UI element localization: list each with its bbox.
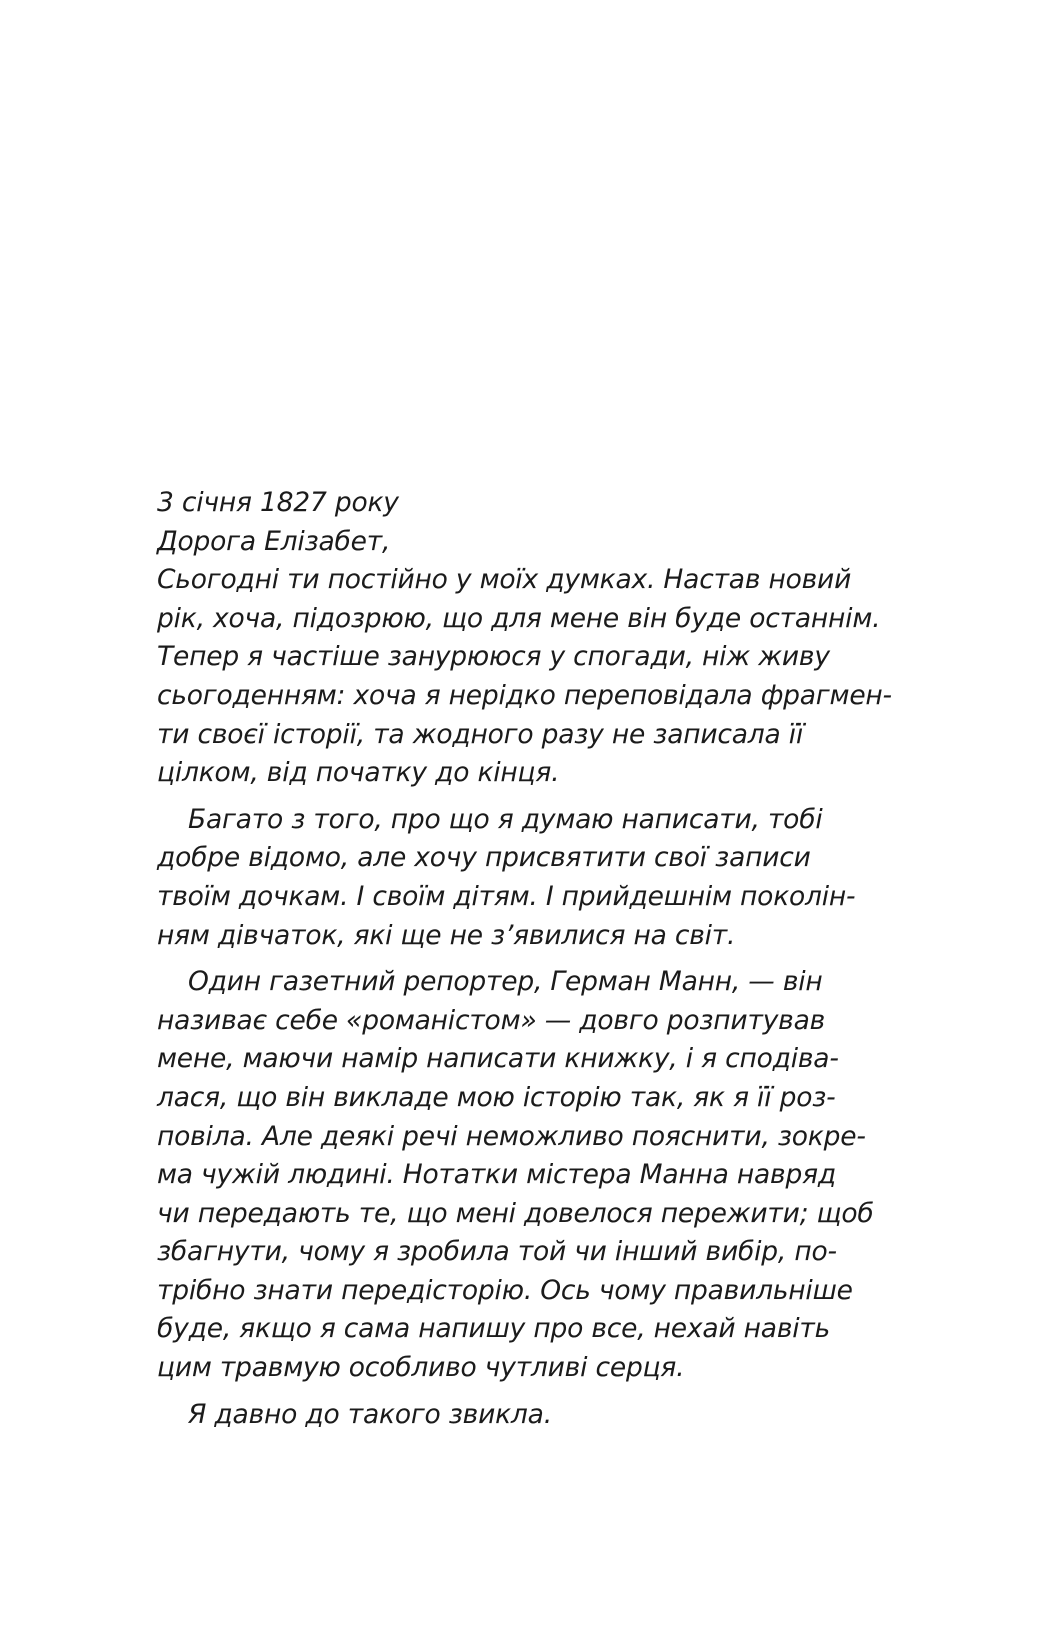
paragraph-line: повіла. Але деякі речі неможливо пояснити, зокре- [157,1120,866,1152]
paragraph-line: Багато з того, про що я думаю написати, тобі [188,803,823,835]
letter-date: 3 січня 1827 року [157,487,399,518]
paragraph-line: твоїм дочкам. І своїм дітям. І прийдешнім поколін- [157,880,856,912]
paragraph-3 [157,963,874,1388]
paragraph-2 [157,801,856,955]
paragraph-line: називає себе «романістом» — довго розпитував [157,1004,826,1036]
paragraph-line: ма чужій людині. Нотатки містера Манна навряд [157,1159,836,1191]
paragraph-line: чи передають те, що мені довелося пережити; щоб [157,1197,874,1229]
paragraph-line: ти своєї історії, та жодного разу не записала її [157,718,804,750]
paragraph-line: буде, якщо я сама напишу про все, нехай навіть [157,1313,831,1345]
paragraph-line: сьогоденням: хоча я нерідко переповідала фрагмен- [157,679,892,711]
paragraph-line: Один газетний репортер, Герман Манн, — він [188,966,823,998]
paragraph-line: рік, хоча, підозрюю, що для мене він буде останнім. [157,602,881,634]
paragraph-1 [157,561,892,793]
paragraph-4 [157,1396,847,1435]
paragraph-line: цим травмую особливо чутливі серця. [157,1352,685,1384]
paragraph-line: Тепер я частіше занурююся у спогади, ніж живу [157,641,830,673]
paragraph-line: ням дівчаток, які ще не з’явилися на світ. [157,919,736,951]
paragraph-line: лася, що він викладе мою історію так, як я її роз- [157,1081,836,1113]
paragraph-line: Я давно до такого звикла. [188,1398,552,1430]
paragraph-line: Сьогодні ти постійно у моїх думках. Настав новий [157,564,852,596]
paragraph-line: цілком, від початку до кінця. [157,757,560,789]
paragraph-line: трібно знати передісторію. Ось чому правильніше [157,1274,853,1306]
letter-text [157,484,892,1434]
paragraph-line: добре відомо, але хочу присвятити свої записи [157,842,811,874]
paragraph-line: мене, маючи намір написати книжку, і я сподіва- [157,1043,839,1075]
paragraph-line: збагнути, чому я зробила той чи інший вибір, по- [157,1236,837,1268]
letter-salutation: Дорога Елізабет, [157,525,391,557]
